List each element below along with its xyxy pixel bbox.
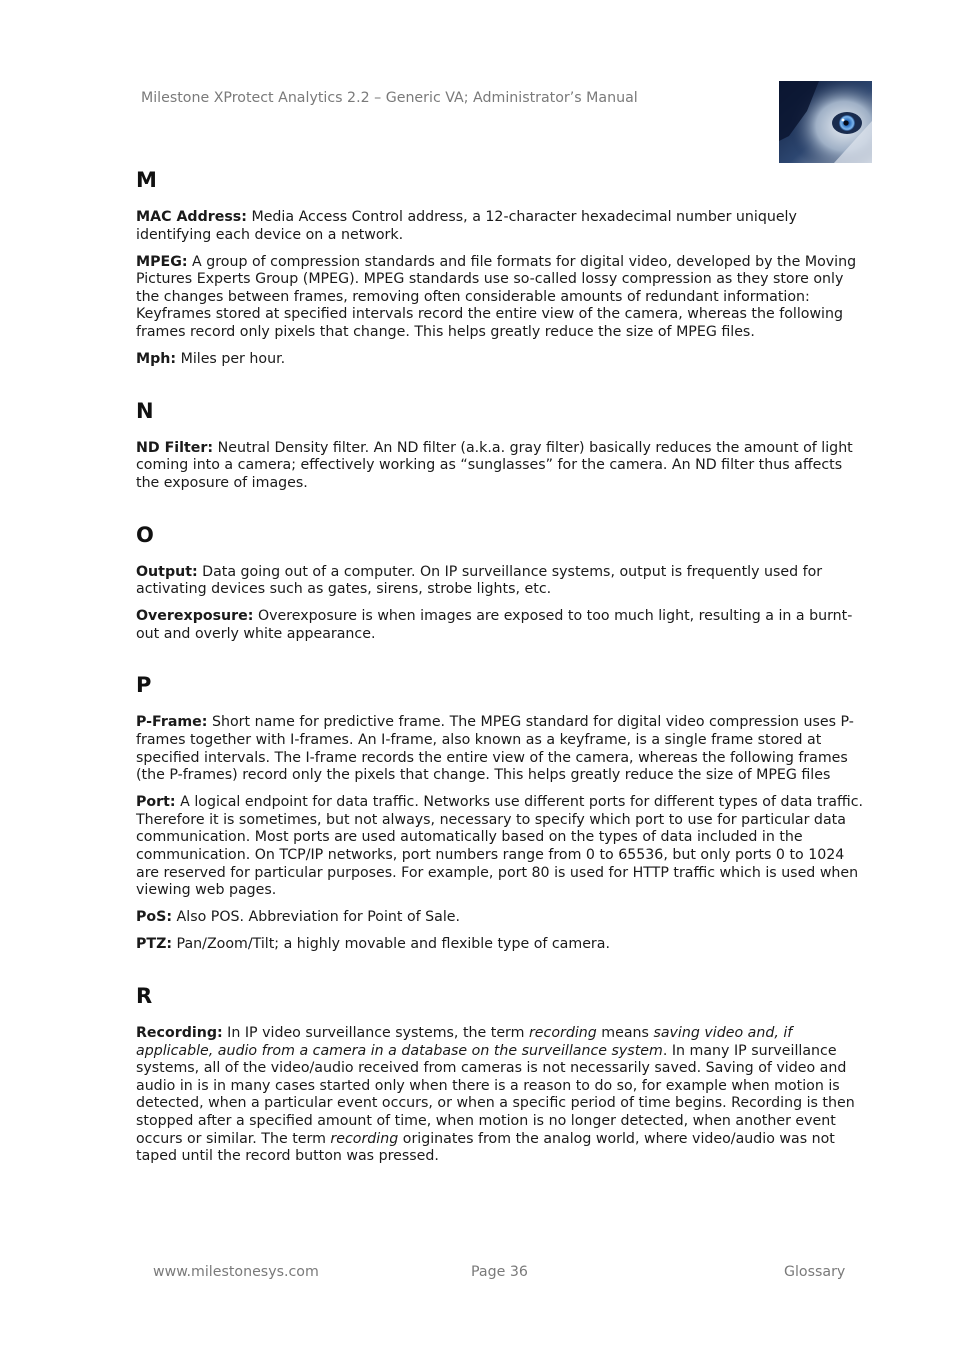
section-letter-r: R xyxy=(136,984,153,1009)
term-definition: Pan/Zoom/Tilt; a highly movable and flexible type of camera. xyxy=(172,936,610,953)
footer-page-number: Page 36 xyxy=(471,1264,528,1280)
term-definition-part: means xyxy=(596,1025,654,1042)
glossary-entry-pos xyxy=(136,909,866,927)
term-definition: Also POS. Abbreviation for Point of Sale. xyxy=(172,909,461,926)
glossary-entry-output xyxy=(136,564,866,599)
term-definition: Short name for predictive frame. The MPEG standard for digital video compression uses P-frames together with I-frames. An I-frame, also known as a keyframe, is a single frame stored at specified intervals. The I-frame records the entire view of the camera, whereas the following frames (the P-frames) record only the pixels that change. This helps greatly reduce the size of MPEG files xyxy=(136,714,854,784)
term-definition: Overexposure is when images are exposed to too much light, resulting a in a burnt-out and overly white appearance. xyxy=(136,608,853,642)
term-definition: Data going out of a computer. On IP surveillance systems, output is frequently used for activating devices such as gates, sirens, strobe lights, etc. xyxy=(136,563,823,598)
term-definition-emphasis: recording xyxy=(330,1130,399,1147)
term-label: PoS: xyxy=(136,909,173,926)
glossary-entry-mac-address xyxy=(136,209,866,244)
term-definition-part: . In many IP surveillance systems, all of the video/audio received from cameras is not necessarily saved. Saving of video and audio in is in many cases started only when there is a reason to do so, for example when motion is detected, when a particular event occurs, or when a specific period of time begins. Recording is then stopped after a specified amount of time, when motion is no longer detected, when another event occurs or similar. The term xyxy=(136,1042,855,1147)
term-definition-part: originates from the analog world, where video/audio was not taped until the record button was pressed. xyxy=(136,1130,835,1165)
term-label: MAC Address: xyxy=(136,209,247,225)
term-label: Recording: xyxy=(136,1025,223,1042)
term-definition-emphasis: saving video and, if applicable, audio from a camera in a database on the surveillance system xyxy=(136,1025,793,1059)
glossary-content xyxy=(136,167,866,1175)
term-label: Port: xyxy=(136,794,176,811)
section-letter-p: P xyxy=(136,673,152,698)
term-label: Output: xyxy=(136,563,198,580)
term-label: Overexposure: xyxy=(136,608,254,625)
term-label: MPEG: xyxy=(136,253,188,270)
wolf-eye-logo-image xyxy=(779,81,872,163)
glossary-entry-overexposure xyxy=(136,608,866,643)
glossary-entry-nd-filter xyxy=(136,440,866,493)
glossary-entry-recording xyxy=(136,1025,866,1166)
footer-website: www.milestonesys.com xyxy=(153,1264,319,1280)
term-label: Mph: xyxy=(136,351,177,368)
term-label: PTZ: xyxy=(136,936,173,953)
term-definition: Miles per hour. xyxy=(176,351,286,368)
section-letter-m: M xyxy=(136,168,157,192)
term-label: P-Frame: xyxy=(136,714,208,731)
glossary-entry-ptz xyxy=(136,936,866,954)
term-definition-part: In IP video surveillance systems, the term xyxy=(222,1025,529,1042)
footer-section-name: Glossary xyxy=(784,1264,846,1280)
term-definition: Media Access Control address, a 12-character hexadecimal number uniquely identifying each device on a network. xyxy=(136,209,797,243)
section-letter-o: O xyxy=(136,522,154,547)
term-definition-emphasis: recording xyxy=(528,1025,597,1042)
glossary-entry-mpeg xyxy=(136,254,866,342)
term-definition: A group of compression standards and file formats for digital video, developed by the Moving Pictures Experts Group (MPEG). MPEG standards use so-called lossy compression as they store only the changes between frames, removing often considerable amounts of redundant information: Keyframes stored at specified intervals record the entire view of the camera, whereas the following frames record only pixels that change. This helps greatly reduce the size of MPEG files. xyxy=(136,253,857,341)
term-definition: Neutral Density filter. An ND filter (a.k.a. gray filter) basically reduces the amount of light coming into a camera; effectively working as “sunglasses” for the camera. An ND filter thus affects the exposure of images. xyxy=(136,439,853,491)
section-letter-n: N xyxy=(136,398,154,423)
glossary-entry-mph xyxy=(136,351,866,369)
term-definition: A logical endpoint for data traffic. Networks use different ports for different types of data traffic. Therefore it is sometimes, but not always, necessary to specify which port to use for particular data communication. Most ports are used automatically based on the types of data included in the communication. On TCP/IP networks, port numbers range from 0 to 65536, but only ports 0 to 1024 are reserved for particular purposes. For example, port 80 is used for HTTP traffic which is used when viewing web pages. xyxy=(136,794,864,899)
term-label: ND Filter: xyxy=(136,439,214,456)
glossary-entry-p-frame xyxy=(136,714,866,784)
document-header-title: Milestone XProtect Analytics 2.2 – Generic VA; Administrator’s Manual xyxy=(141,90,638,106)
glossary-entry-port xyxy=(136,794,866,900)
